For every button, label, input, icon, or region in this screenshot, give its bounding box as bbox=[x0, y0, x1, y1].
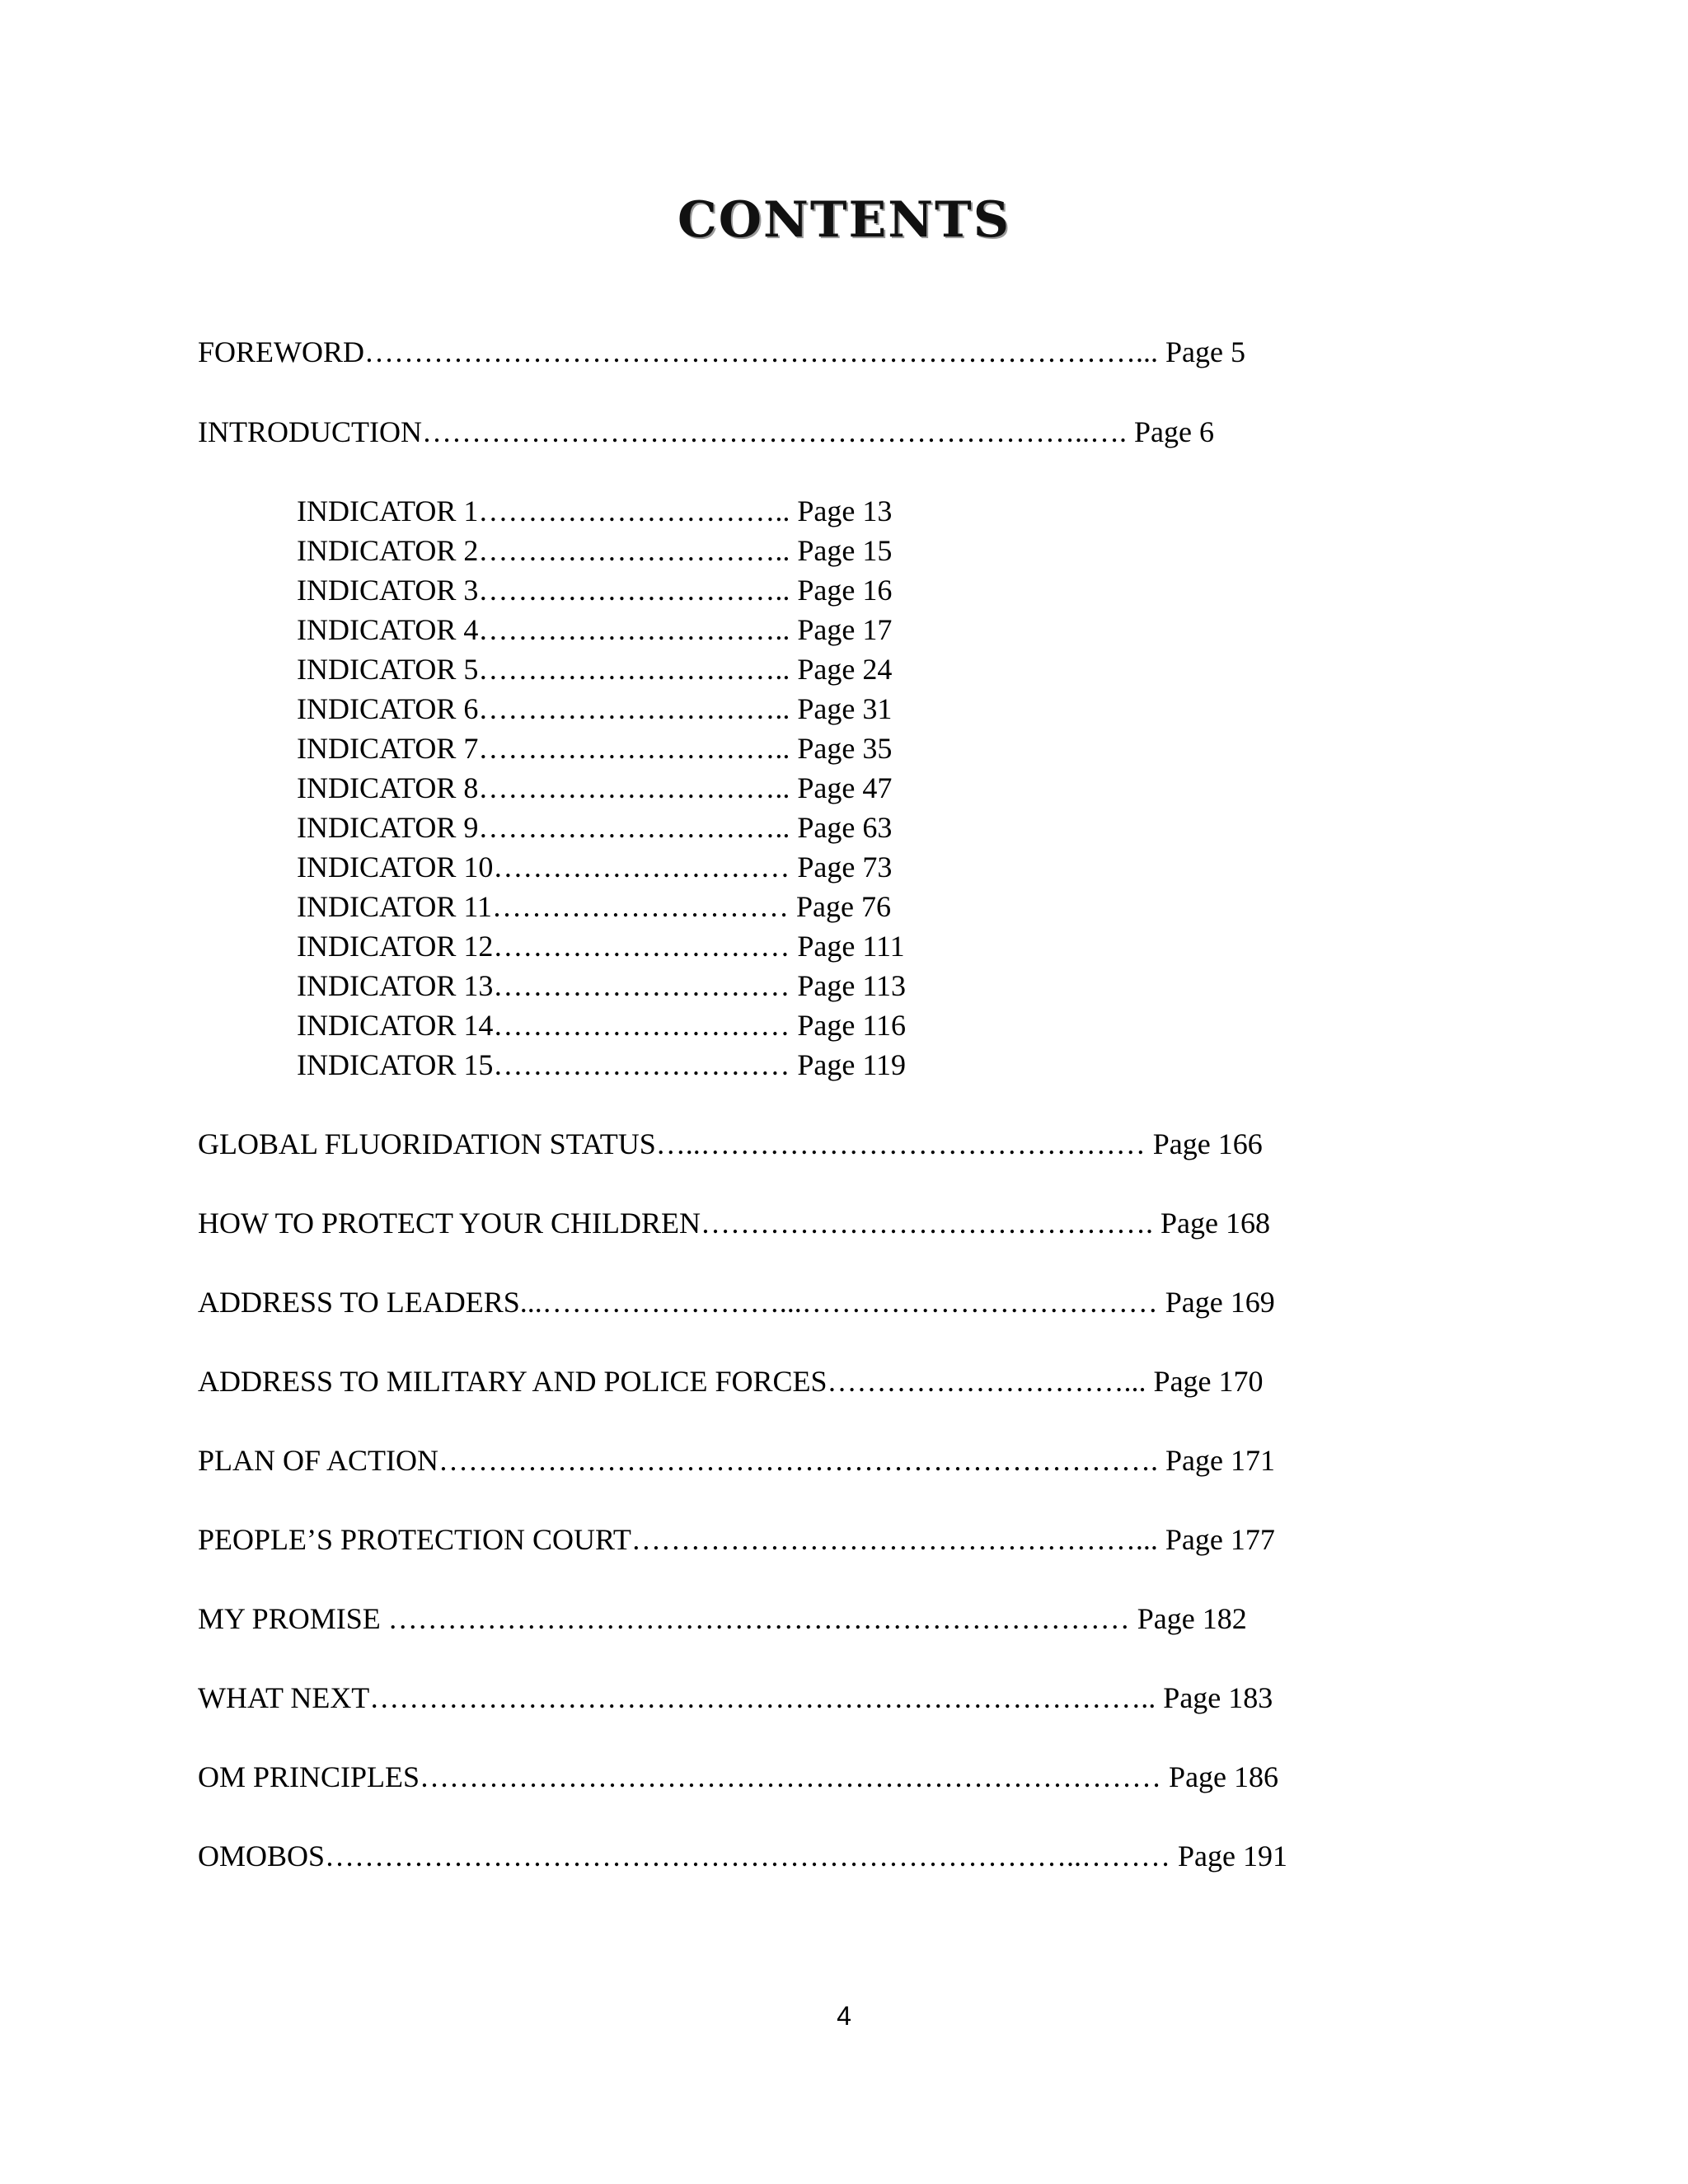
toc-entry-global-fluoridation-status: GLOBAL FLUORIDATION STATUS…..……………………………………… Page 166 bbox=[198, 1127, 1263, 1160]
toc-entry-indicator-5: INDICATOR 5………………………….. Page 24 bbox=[297, 653, 893, 686]
toc-entry-indicator-15: INDICATOR 15………………………… Page 119 bbox=[297, 1048, 906, 1081]
page-number: 4 bbox=[837, 2001, 851, 2031]
toc-entry-indicator-13: INDICATOR 13………………………… Page 113 bbox=[297, 969, 906, 1002]
toc-entry-indicator-11: INDICATOR 11………………………… Page 76 bbox=[297, 890, 891, 923]
contents-title: CONTENTS bbox=[677, 191, 1011, 249]
toc-entry-indicator-2: INDICATOR 2………………………….. Page 15 bbox=[297, 534, 893, 567]
toc-entry-indicator-8: INDICATOR 8………………………….. Page 47 bbox=[297, 771, 893, 804]
toc-entry-indicator-3: INDICATOR 3………………………….. Page 16 bbox=[297, 574, 893, 607]
toc-entry-what-next: WHAT NEXT…………………………………………………………………….. Page 183 bbox=[198, 1681, 1273, 1714]
toc-entry-my-promise: MY PROMISE ………………………………………………………………… Page 182 bbox=[198, 1602, 1247, 1635]
toc-entry-indicator-9: INDICATOR 9………………………….. Page 63 bbox=[297, 811, 893, 844]
toc-entry-plan-of-action: PLAN OF ACTION………………………………………………………………. Page 171 bbox=[198, 1444, 1276, 1477]
toc-entry-om-principles: OM PRINCIPLES………………………………………………………………… Page 186 bbox=[198, 1760, 1279, 1793]
toc-entry-indicator-12: INDICATOR 12………………………… Page 111 bbox=[297, 930, 905, 963]
toc-entry-indicator-6: INDICATOR 6………………………….. Page 31 bbox=[297, 692, 893, 725]
toc-entry-address-to-military-and-police: ADDRESS TO MILITARY AND POLICE FORCES…………………………... Page 170 bbox=[198, 1365, 1264, 1398]
toc-entry-indicator-10: INDICATOR 10………………………… Page 73 bbox=[297, 851, 893, 883]
toc-entry-foreword: FOREWORD……………………………………………………………………... Page 5 bbox=[198, 335, 1245, 368]
toc-entry-indicator-4: INDICATOR 4………………………….. Page 17 bbox=[297, 613, 893, 646]
toc-entry-omobos: OMOBOS…………………………………………………………………..……… Page 191 bbox=[198, 1840, 1288, 1872]
toc-entry-introduction: INTRODUCTION…………………………………………………………..…. Page 6 bbox=[198, 415, 1214, 448]
toc-entry-how-to-protect-your-children: HOW TO PROTECT YOUR CHILDREN………………………………………. Page 168 bbox=[198, 1207, 1271, 1240]
toc-entry-indicator-1: INDICATOR 1………………………….. Page 13 bbox=[297, 494, 893, 527]
toc-entry-indicator-14: INDICATOR 14………………………… Page 116 bbox=[297, 1009, 906, 1042]
toc-entry-peoples-protection-court: PEOPLE’S PROTECTION COURT……………………………………………... Page 177 bbox=[198, 1523, 1275, 1556]
toc-entry-address-to-leaders: ADDRESS TO LEADERS...……………………...……………………………… Page 169 bbox=[198, 1286, 1275, 1319]
toc-entry-indicator-7: INDICATOR 7………………………….. Page 35 bbox=[297, 732, 893, 765]
